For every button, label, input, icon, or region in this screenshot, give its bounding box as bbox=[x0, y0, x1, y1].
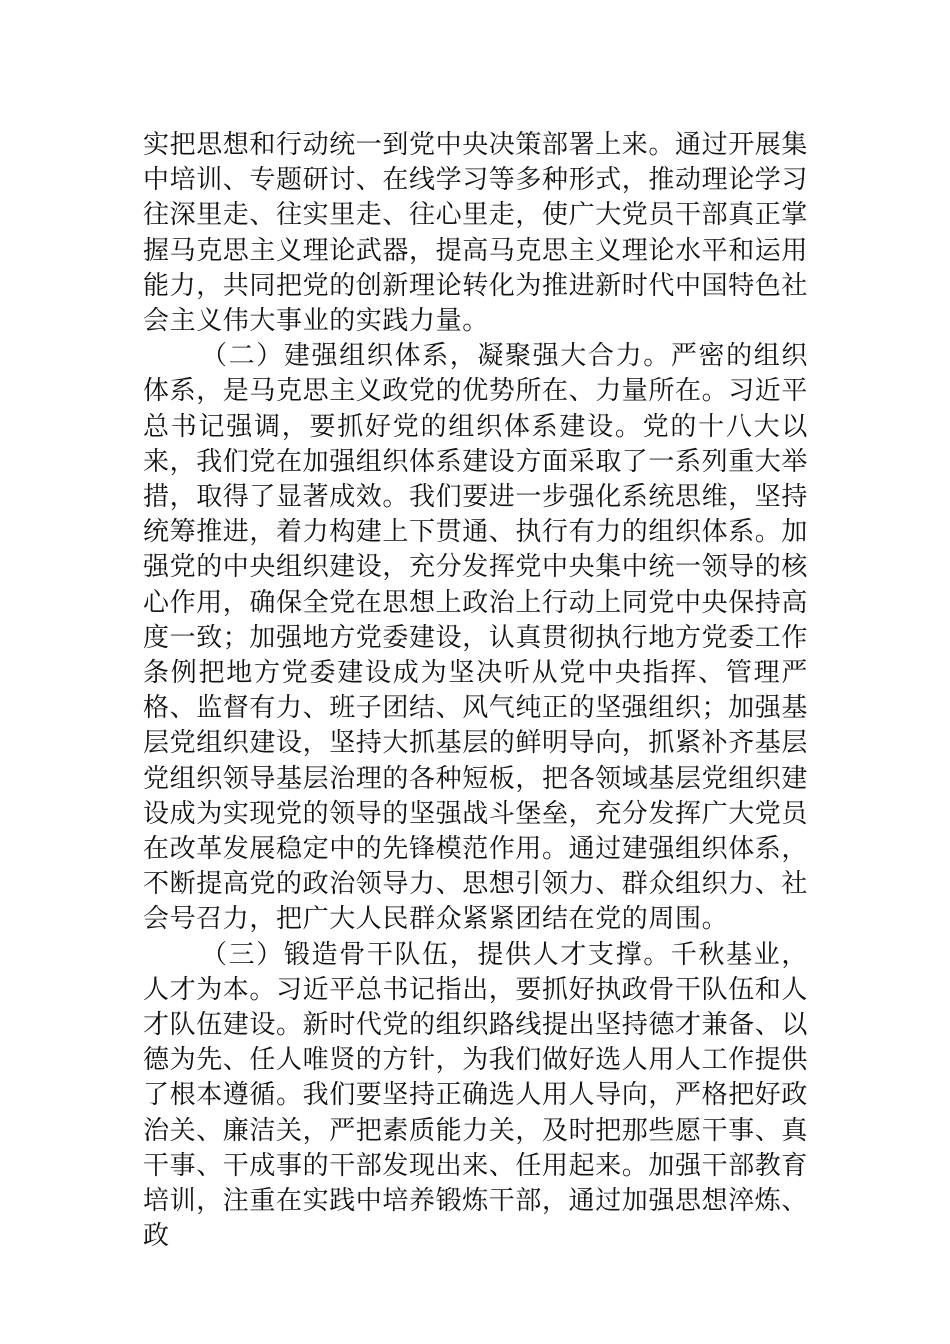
document-body bbox=[143, 128, 808, 1255]
paragraph-section-3: （三）锻造骨干队伍，提供人才支撑。千秋基业，人才为本。习近平总书记指出，要抓好执政骨干队伍和人才队伍建设。新时代党的组织路线提出坚持德才兼备、以德为先、任人唯贤的方针，为我们做好选人用人工作提供了根本遵循。我们要坚持正确选人用人导向，严格把好政治关、廉洁关，严把素质能力关，及时把那些愿干事、真干事、干成事的干部发现出来、任用起来。加强干部教育培训，注重在实践中培养锻炼干部，通过加强思想淬炼、政 bbox=[143, 939, 809, 1252]
paragraph-section-2: （二）建强组织体系，凝聚强大合力。严密的组织体系，是马克思主义政党的优势所在、力量所在。习近平总书记强调，要抓好党的组织体系建设。党的十八大以来，我们党在加强组织体系建设方面采取了一系列重大举措，取得了显著成效。我们要进一步强化系统思维，坚持统筹推进，着力构建上下贯通、执行有力的组织体系。加强党的中央组织建设，充分发挥党中央集中统一领导的核心作用，确保全党在思想上政治上行动上同党中央保持高度一致；加强地方党委建设，认真贯彻执行地方党委工作条例把地方党委建设成为坚决听从党中央指挥、管理严格、监督有力、班子团结、风气纯正的坚强组织；加强基层党组织建设，坚持大抓基层的鲜明导向，抓紧补齐基层党组织领导基层治理的各种短板，把各领域基层党组织建设成为实现党的领导的坚强战斗堡垒，充分发挥广大党员在改革发展稳定中的先锋模范作用。通过建强组织体系，不断提高党的政治领导力、思想引领力、群众组织力、社会号召力，把广大人民群众紧紧团结在党的周围。 bbox=[143, 341, 809, 935]
paragraph-continued: 实把思想和行动统一到党中央决策部署上来。通过开展集中培训、专题研讨、在线学习等多种形式，推动理论学习往深里走、往实里走、往心里走，使广大党员干部真正掌握马克思主义理论武器，提高马克思主义理论水平和运用能力，共同把党的创新理论转化为推进新时代中国特色社会主义伟大事业的实践力量。 bbox=[143, 130, 809, 337]
